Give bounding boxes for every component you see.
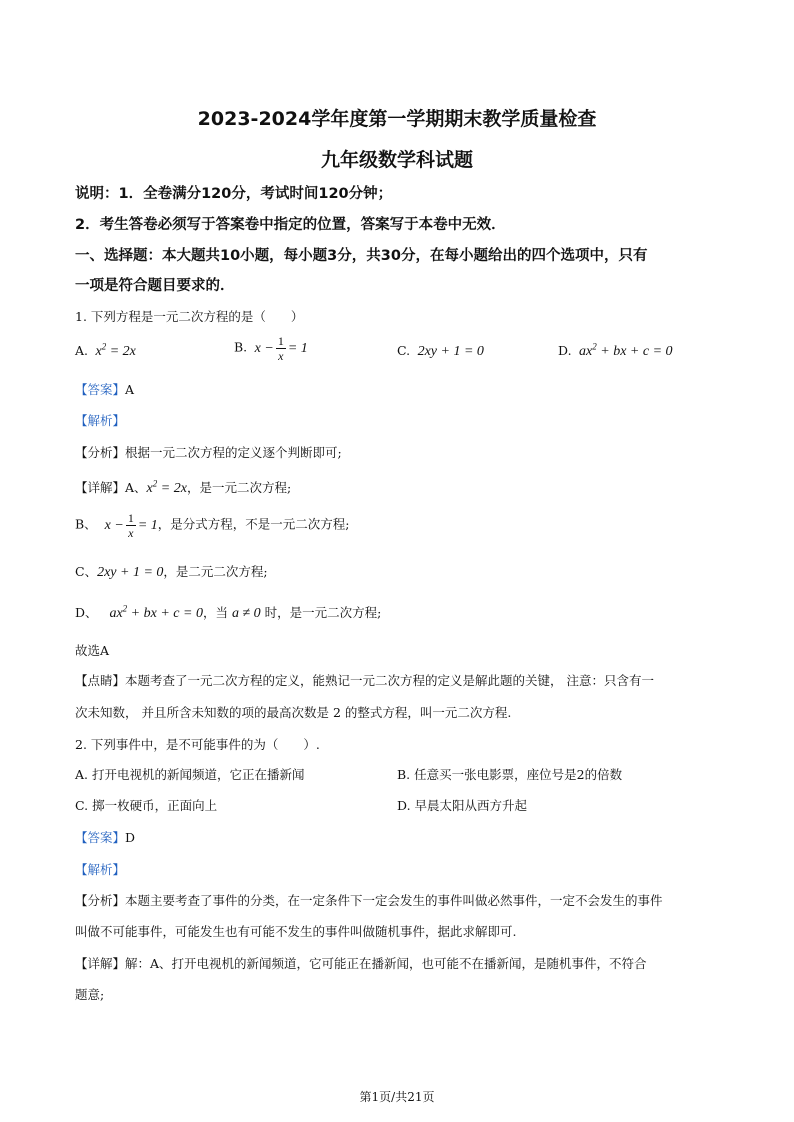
q1-detail-d-formula: $ax^2$ + bx + c = 0 [109,603,203,621]
q2-option-a: A. 打开电视机的新闻频道，它正在播新闻 [75,767,305,782]
q2-detail-line-2: 题意; [75,987,105,1002]
q2-fenxi-line-2: 叫做不可能事件，可能发生也有可能不发生的事件叫做随机事件，据此求解即可. [75,924,517,939]
q2-answer-tag: 【答案】 [75,830,126,845]
q1-option-d-formula: $ax^2$ + bx + c = 0 [575,341,673,359]
q1-stem: 1. 下列方程是一元二次方程的是（ ） [75,309,304,324]
q1-detail-a-suffix: ，是一元二次方程; [186,480,292,495]
q2-fenxi-tag: 【分析】 [75,893,126,908]
q1-detail-c [75,562,268,581]
q1-option-b-label: B. [234,339,248,355]
instruction-line-1: 说明：1．全卷满分120分，考试时间120分钟； [75,186,393,202]
q1-option-c-formula: 2xy + 1 = 0 [414,344,484,359]
q1-detail-tag: 【详解】 [75,480,126,495]
q1-fenxi [75,443,342,461]
q1-detail-b-formula: x − $\frac{1}{x}$ = 1 [104,511,158,540]
q1-detail-d-prefix: D、 [75,605,98,620]
q2-stem: 2. 下列事件中，是不可能事件的为（ ）. [75,737,320,752]
q1-option-c [397,343,484,360]
q2-detail-text-1: 解：A、打开电视机的新闻频道，它可能正在播新闻，也可能不在播新闻，是随机事件，不符合 [125,956,647,971]
q1-detail-c-suffix: ，是二元二次方程; [163,564,268,579]
q2-answer-value: D [125,830,136,845]
q1-option-c-label: C. [397,343,411,358]
q1-choose: 故选A [75,643,110,658]
q1-detail-d-mid: ，当 [202,605,228,620]
q1-option-a-formula: $x^2 = 2x$ [92,341,136,359]
q1-dianjing-text-1: 本题考查了一元二次方程的定义，能熟记一元二次方程的定义是解此题的关键， 注意：只含有一 [125,673,654,688]
q2-answer [75,828,135,846]
section-heading-line-2: 一项是符合题目要求的． [75,278,235,294]
q1-option-d-label: D. [558,343,572,358]
page-number: 第1页/共21页 [359,1090,435,1104]
q1-detail-d-condition: a ≠ 0 [231,606,261,621]
section-heading-line-1: 一、选择题：本大题共10小题，每小题3分，共30分，在每小题给出的四个选项中，只有 [75,248,648,264]
q2-analysis-tag: 【解析】 [75,862,126,877]
q1-detail-c-prefix: C、 [75,564,98,579]
q1-option-b [234,334,308,363]
q2-detail-tag: 【详解】 [75,956,126,971]
q1-detail-a [75,478,291,497]
q1-option-d [558,343,673,360]
instruction-line-2: 2．考生答卷必须写于答案卷中指定的位置，答案写于本卷中无效． [75,217,506,233]
q1-detail-b-prefix: B、 [75,516,97,532]
q1-detail-d [75,603,381,622]
q1-fenxi-tag: 【分析】 [75,445,126,460]
q1-option-a [75,343,136,360]
q2-fenxi-line-1 [75,891,663,909]
q2-option-d: D. 早晨太阳从西方升起 [397,798,528,813]
q1-option-a-label: A. [75,343,89,358]
q1-answer-value: A [125,382,135,397]
exam-title: 2023-2024学年度第一学期期末教学质量检查 [197,108,597,130]
q1-dianjing-tag: 【点睛】 [75,673,126,688]
q2-fenxi-text-1: 本题主要考查了事件的分类，在一定条件下一定会发生的事件叫做必然事件，一定不会发生的事件 [125,893,663,908]
q2-option-c: C. 掷一枚硬币，正面向上 [75,798,218,813]
exam-subtitle: 九年级数学科试题 [320,149,473,171]
q1-detail-a-prefix: A、 [125,480,147,495]
q1-option-b-formula: x − $\frac{1}{x}$ = 1 [251,334,308,363]
q1-detail-a-formula: $x^2 = 2x$ [146,478,187,496]
q1-answer [75,380,134,398]
q1-dianjing-line-1 [75,671,654,689]
q1-detail-b-suffix: ，是分式方程，不是一元二次方程; [157,516,350,532]
q1-detail-c-formula: 2xy + 1 = 0 [97,565,164,580]
q1-answer-tag: 【答案】 [75,382,126,397]
q1-detail-b [75,511,349,540]
q1-detail-d-suffix: 时，是一元二次方程; [264,605,382,620]
q1-analysis-tag: 【解析】 [75,413,126,428]
q1-fenxi-text: 根据一元二次方程的定义逐个判断即可; [125,445,342,460]
q2-option-b: B. 任意买一张电影票，座位号是2的倍数 [397,767,623,782]
q2-detail-line-1 [75,954,647,972]
q1-dianjing-line-2: 次未知数， 并且所含未知数的项的最高次数是 2 的整式方程，叫一元二次方程. [75,705,512,720]
